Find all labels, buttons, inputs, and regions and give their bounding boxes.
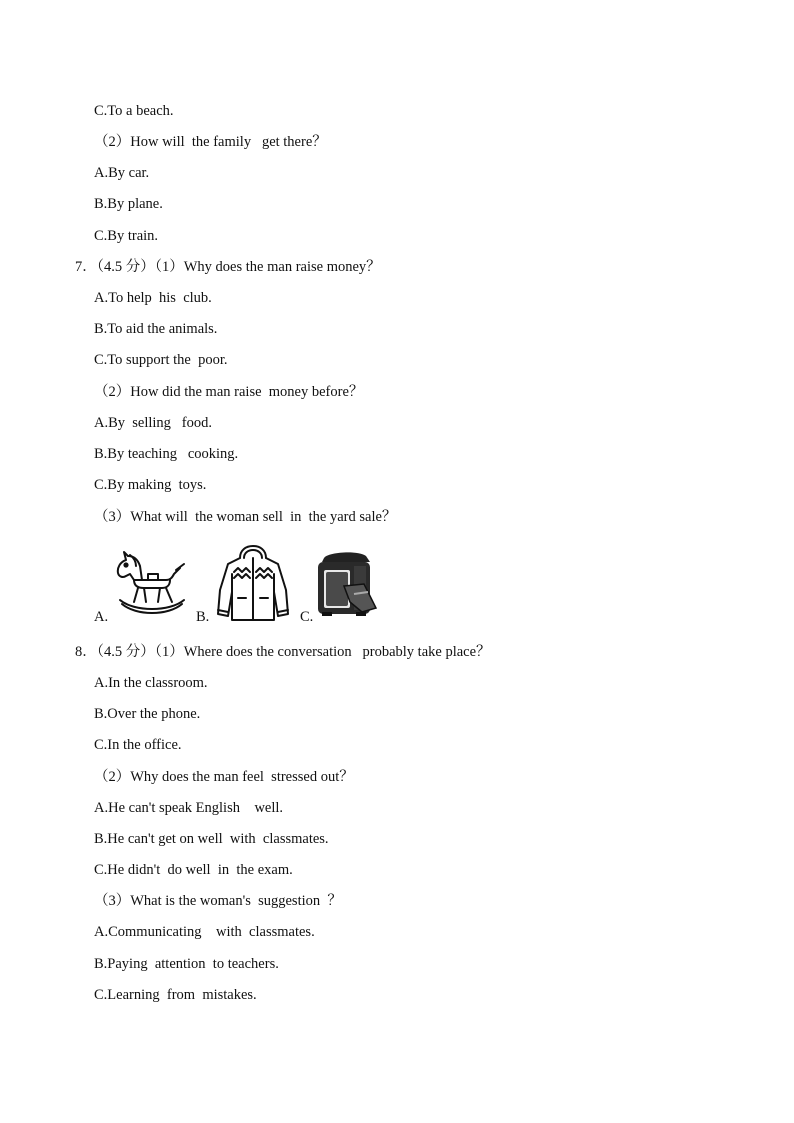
jacket-icon[interactable]	[214, 544, 292, 622]
q8-sub2-stem: （2）Why does the man feel stressed out？	[94, 769, 354, 785]
q7-sub2-option-a: A.By selling food.	[94, 415, 213, 431]
q8-sub3-option-a: A.Communicating with classmates.	[94, 924, 315, 940]
q6-sub2-option-b: B.By plane.	[94, 196, 163, 212]
q8-sub3-option-c: C.Learning from mistakes.	[94, 987, 257, 1003]
q8-sub3-option-b: B.Paying attention to teachers.	[94, 956, 279, 972]
picture-label-b: B.	[196, 609, 210, 625]
q7-sub1-option-c: C.To support the poor.	[94, 352, 228, 368]
q6-sub2-option-a: A.By car.	[94, 165, 150, 181]
q8-sub1-option-a: A.In the classroom.	[94, 675, 208, 691]
q7-sub1-option-a: A.To help his club.	[94, 290, 212, 306]
rocking-horse-icon[interactable]	[114, 550, 188, 620]
q7-sub2-option-b: B.By teaching cooking.	[94, 446, 239, 462]
picture-label-c: C.	[300, 609, 314, 625]
q7-header: 7．（4.5 分）（1）Why does the man raise money？	[75, 259, 381, 275]
q7-sub3-stem: （3）What will the woman sell in the yard sale？	[94, 509, 397, 525]
q8-sub1-option-b: B.Over the phone.	[94, 706, 201, 722]
q7-picture-options	[94, 544, 394, 626]
toaster-icon[interactable]	[314, 550, 382, 620]
q8-sub2-option-b: B.He can't get on well with classmates.	[94, 831, 329, 847]
q7-sub2-stem: （2）How did the man raise money before？	[94, 384, 364, 400]
q7-sub2-option-c: C.By making toys.	[94, 477, 207, 493]
picture-label-a: A.	[94, 609, 109, 625]
q8-sub1-option-c: C.In the office.	[94, 737, 182, 753]
q8-sub2-option-a: A.He can't speak English well.	[94, 800, 284, 816]
q6-option-c: C.To a beach.	[94, 103, 174, 119]
q8-header: 8．（4.5 分）（1）Where does the conversation probably take place？	[75, 644, 491, 660]
q7-sub1-option-b: B.To aid the animals.	[94, 321, 218, 337]
q6-sub2-stem: （2）How will the family get there？	[94, 134, 327, 150]
q8-sub2-option-c: C.He didn't do well in the exam.	[94, 862, 293, 878]
q8-sub3-stem: （3）What is the woman's suggestion ？	[94, 893, 342, 909]
q6-sub2-option-c: C.By train.	[94, 228, 159, 244]
